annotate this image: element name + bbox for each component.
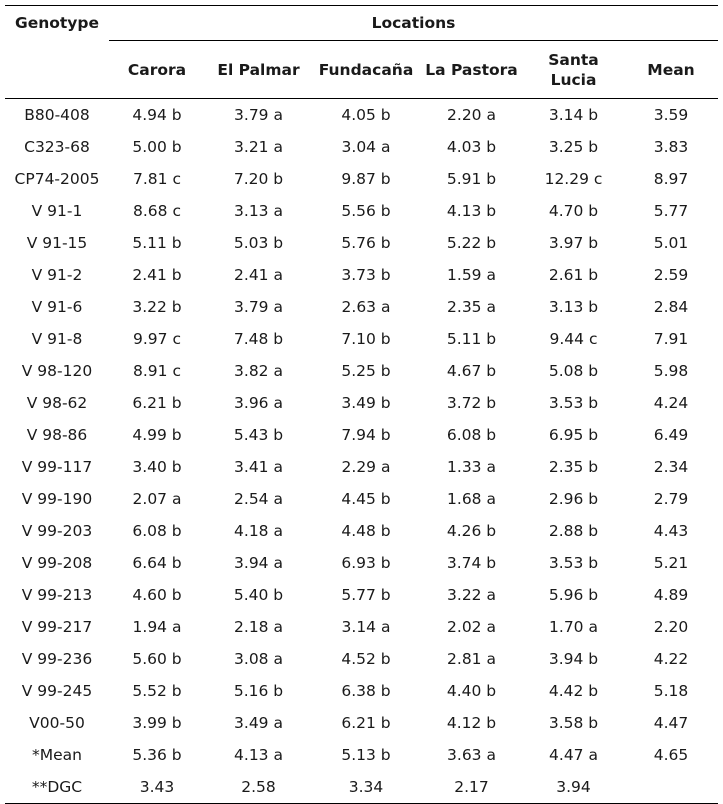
value-cell: 12.29 c (544, 170, 603, 188)
value-cell: 4.24 (653, 394, 689, 412)
value-cell: 1.68 a (447, 490, 496, 508)
genotype-cell: V 99-203 (21, 522, 93, 540)
value-cell: 3.08 a (234, 650, 283, 668)
value-cell: 2.41 a (234, 266, 283, 284)
genotype-header: Genotype (5, 6, 109, 99)
table-row (5, 579, 718, 611)
genotype-cell: **DGC (5, 771, 109, 804)
value-cell: 3.94 a (234, 554, 283, 572)
table-row (5, 611, 718, 643)
value-cell: 3.94 (523, 771, 624, 804)
value-cell: 3.14 a (341, 618, 391, 636)
value-cell: 5.11 b (446, 330, 497, 348)
value-cell: 4.47 (653, 714, 689, 732)
value-cell: 5.36 b (132, 746, 182, 764)
value-cell: 4.22 (653, 650, 689, 668)
table-row (5, 547, 718, 579)
value-cell: 2.34 (653, 458, 689, 476)
value-cell: 7.91 (653, 330, 689, 348)
value-cell: 4.70 b (548, 202, 599, 220)
value-cell: 4.05 b (341, 106, 391, 124)
value-cell: 7.48 b (233, 330, 284, 348)
value-cell: 5.18 (653, 682, 689, 700)
value-cell: 4.52 b (341, 650, 391, 668)
value-cell: 2.84 (653, 298, 689, 316)
value-cell: 1.70 a (549, 618, 598, 636)
value-cell: 4.13 a (234, 746, 283, 764)
value-cell: 5.56 b (341, 202, 391, 220)
value-cell: 2.20 (653, 618, 689, 636)
value-cell: 4.99 b (132, 426, 182, 444)
value-cell: 3.63 a (447, 746, 496, 764)
table-row (5, 419, 718, 451)
value-cell: 4.40 b (446, 682, 497, 700)
value-cell: 9.87 b (341, 170, 391, 188)
value-cell: 4.43 (653, 522, 689, 540)
value-cell: 2.54 a (234, 490, 283, 508)
value-cell: 3.43 (109, 771, 205, 804)
value-cell: 3.74 b (446, 554, 497, 572)
genotype-cell: V 98-120 (21, 362, 93, 380)
value-cell: 4.47 a (549, 746, 598, 764)
value-cell: 2.29 a (341, 458, 391, 476)
value-cell: 4.13 b (446, 202, 497, 220)
table-row (5, 163, 718, 195)
value-cell: 6.21 b (341, 714, 391, 732)
column-header-la-pastora: La Pastora (420, 41, 523, 99)
value-cell: 9.44 c (549, 330, 598, 348)
value-cell: 3.99 b (132, 714, 182, 732)
value-cell: 2.79 (653, 490, 689, 508)
value-cell: 3.22 b (132, 298, 182, 316)
value-cell: 4.94 b (132, 106, 182, 124)
value-cell: 5.96 b (548, 586, 599, 604)
genotype-cell: V 99-190 (21, 490, 93, 508)
value-cell: 2.35 b (548, 458, 599, 476)
value-cell: 3.53 b (548, 394, 599, 412)
table-row (5, 643, 718, 675)
table-row (5, 483, 718, 515)
genotype-cell: C323-68 (24, 138, 90, 156)
value-cell: 3.83 (653, 138, 689, 156)
genotype-cell: V 91-1 (31, 202, 83, 220)
value-cell: 2.58 (205, 771, 312, 804)
column-header-fundacana: Fundacaña (312, 41, 420, 99)
value-cell: 3.49 a (234, 714, 283, 732)
genotype-cell: CP74-2005 (14, 170, 100, 188)
table-row (5, 515, 718, 547)
value-cell: 4.67 b (446, 362, 497, 380)
value-cell: 8.68 c (133, 202, 181, 220)
table-row (5, 259, 718, 291)
value-cell: 4.60 b (132, 586, 182, 604)
value-cell: 6.95 b (548, 426, 599, 444)
table-row (5, 675, 718, 707)
value-cell: 3.72 b (446, 394, 497, 412)
value-cell: 3.21 a (234, 138, 283, 156)
value-cell: 4.26 b (446, 522, 497, 540)
value-cell: 2.02 a (447, 618, 496, 636)
value-cell: 3.25 b (548, 138, 599, 156)
value-cell: 3.41 a (234, 458, 283, 476)
value-cell: 3.53 b (548, 554, 599, 572)
value-cell: 4.89 (653, 586, 689, 604)
genotype-cell: *Mean (32, 746, 82, 764)
value-cell: 5.43 b (233, 426, 284, 444)
value-cell: 4.42 b (548, 682, 599, 700)
value-cell: 2.96 b (548, 490, 599, 508)
genotype-cell: V 99-236 (21, 650, 93, 668)
table-row (5, 707, 718, 739)
genotype-cell: V00-50 (29, 714, 85, 732)
table-row (5, 771, 718, 804)
value-cell: 5.77 b (341, 586, 391, 604)
value-cell: 2.61 b (548, 266, 599, 284)
column-header-el-palmar: El Palmar (205, 41, 312, 99)
value-cell: 6.49 (653, 426, 689, 444)
value-cell: 5.13 b (341, 746, 391, 764)
table-row (5, 131, 718, 163)
table-row (5, 291, 718, 323)
value-cell: 3.14 b (548, 106, 599, 124)
value-cell: 3.96 a (234, 394, 283, 412)
genotype-cell: V 91-2 (31, 266, 83, 284)
genotype-cell: V 91-6 (31, 298, 83, 316)
value-cell: 5.77 (653, 202, 689, 220)
value-cell: 4.48 b (341, 522, 391, 540)
value-cell: 3.73 b (341, 266, 391, 284)
value-cell: 3.13 a (234, 202, 283, 220)
value-cell: 6.21 b (132, 394, 182, 412)
value-cell: 3.82 a (234, 362, 283, 380)
genotype-cell: V 98-62 (26, 394, 88, 412)
genotype-cell: V 99-217 (21, 618, 93, 636)
column-header-mean: Mean (624, 41, 718, 99)
value-cell: 3.59 (653, 106, 689, 124)
value-cell (624, 771, 718, 804)
value-cell: 3.34 (312, 771, 420, 804)
value-cell: 1.33 a (447, 458, 496, 476)
value-cell: 6.64 b (132, 554, 182, 572)
value-cell: 5.22 b (446, 234, 497, 252)
value-cell: 2.59 (653, 266, 689, 284)
table-body (5, 99, 718, 804)
genotype-cell: B80-408 (24, 106, 90, 124)
value-cell: 2.18 a (234, 618, 283, 636)
value-cell: 2.41 b (132, 266, 182, 284)
value-cell: 2.88 b (548, 522, 599, 540)
table-row (5, 227, 718, 259)
table-row (5, 387, 718, 419)
value-cell: 2.81 a (447, 650, 496, 668)
value-cell: 3.04 a (341, 138, 391, 156)
table-row (5, 355, 718, 387)
value-cell: 5.40 b (233, 586, 284, 604)
value-cell: 5.25 b (341, 362, 391, 380)
table-row (5, 451, 718, 483)
value-cell: 5.16 b (233, 682, 284, 700)
value-cell: 9.97 c (133, 330, 181, 348)
locations-header: Locations (109, 6, 718, 41)
table-row (5, 195, 718, 227)
value-cell: 7.20 b (233, 170, 284, 188)
data-table (5, 5, 718, 804)
genotype-cell: V 99-208 (21, 554, 93, 572)
value-cell: 3.79 a (234, 106, 283, 124)
table-row (5, 99, 718, 132)
value-cell: 3.49 b (341, 394, 391, 412)
column-header-santa-lucia: Santa Lucia (523, 41, 624, 99)
value-cell: 3.58 b (548, 714, 599, 732)
value-cell: 7.81 c (133, 170, 181, 188)
table-header (5, 6, 718, 99)
value-cell: 3.13 b (548, 298, 599, 316)
value-cell: 4.65 (653, 746, 689, 764)
value-cell: 2.35 a (447, 298, 496, 316)
value-cell: 5.76 b (341, 234, 391, 252)
genotype-cell: V 91-8 (31, 330, 83, 348)
value-cell: 5.91 b (446, 170, 497, 188)
value-cell: 5.01 (653, 234, 689, 252)
genotype-cell: V 98-86 (26, 426, 88, 444)
value-cell: 2.63 a (341, 298, 391, 316)
table-row (5, 323, 718, 355)
value-cell: 6.08 b (132, 522, 182, 540)
value-cell: 4.18 a (234, 522, 283, 540)
value-cell: 1.94 a (132, 618, 182, 636)
value-cell: 3.79 a (234, 298, 283, 316)
value-cell: 8.91 c (133, 362, 181, 380)
value-cell: 6.93 b (341, 554, 391, 572)
genotype-cell: V 99-213 (21, 586, 93, 604)
value-cell: 6.08 b (446, 426, 497, 444)
value-cell: 5.60 b (132, 650, 182, 668)
value-cell: 3.97 b (548, 234, 599, 252)
value-cell: 4.03 b (446, 138, 497, 156)
table-row (5, 739, 718, 771)
value-cell: 3.22 a (447, 586, 496, 604)
value-cell: 5.11 b (132, 234, 182, 252)
column-header-carora: Carora (109, 41, 205, 99)
value-cell: 3.94 b (548, 650, 599, 668)
genotype-cell: V 99-117 (21, 458, 93, 476)
value-cell: 5.03 b (233, 234, 284, 252)
value-cell: 5.00 b (132, 138, 182, 156)
value-cell: 4.12 b (446, 714, 497, 732)
genotype-cell: V 91-15 (26, 234, 88, 252)
value-cell: 5.98 (653, 362, 689, 380)
value-cell: 2.20 a (447, 106, 496, 124)
value-cell: 4.45 b (341, 490, 391, 508)
value-cell: 5.52 b (132, 682, 182, 700)
value-cell: 7.94 b (341, 426, 391, 444)
value-cell: 6.38 b (341, 682, 391, 700)
value-cell: 5.08 b (548, 362, 599, 380)
genotype-cell: V 99-245 (21, 682, 93, 700)
value-cell: 7.10 b (341, 330, 391, 348)
value-cell: 8.97 (653, 170, 689, 188)
value-cell: 3.40 b (132, 458, 182, 476)
value-cell: 5.21 (653, 554, 689, 572)
value-cell: 1.59 a (447, 266, 496, 284)
value-cell: 2.17 (420, 771, 523, 804)
value-cell: 2.07 a (132, 490, 182, 508)
